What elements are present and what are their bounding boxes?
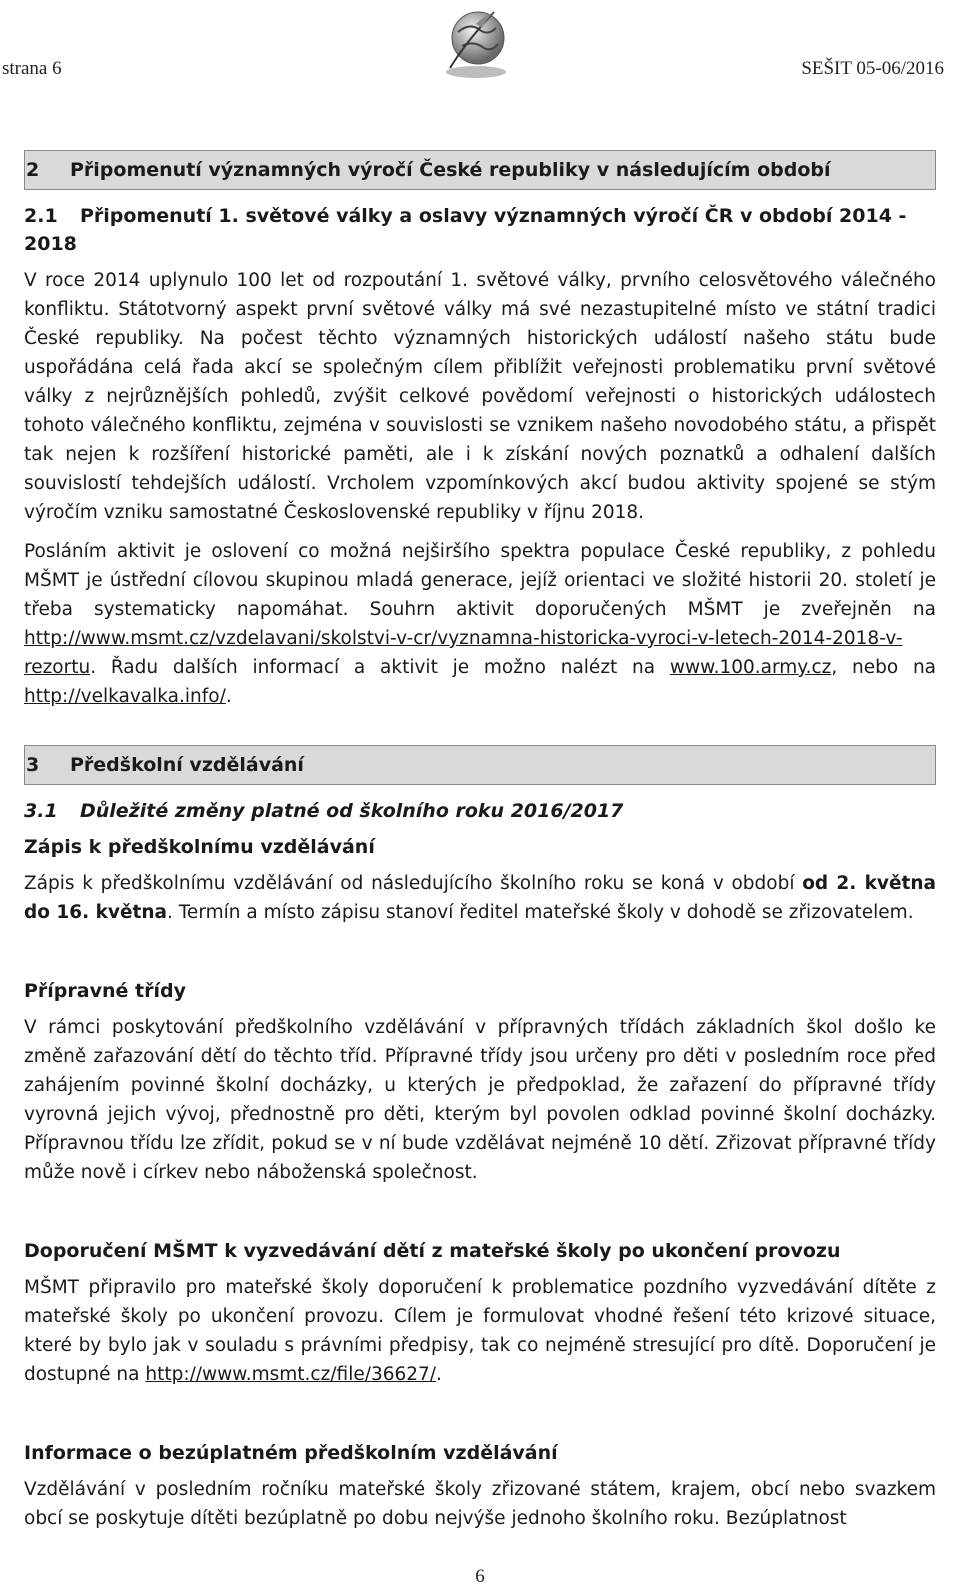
section-3-heading xyxy=(24,745,936,785)
subsection-2-1-heading xyxy=(24,202,936,258)
heading-preparatory-classes: Přípravné třídy xyxy=(24,980,186,1002)
page-number: 6 xyxy=(475,1566,485,1587)
text-run: MŠMT připravilo pro mateřské školy doporučení k problematice pozdního vyzvedávání dítěte z mateřské školy po ukončení provozu. Cílem je formulovat vhodné řešení této krizové situace, které by bylo jak v souladu s právními předpisy, tak co nejméně stresující pro dítě. Doporučení je dostupné na xyxy=(24,1277,936,1385)
header-issue-label: SEŠIT 05-06/2016 xyxy=(801,58,944,79)
paragraph-enrollment xyxy=(24,869,936,927)
subsection-3-1-heading xyxy=(24,797,936,825)
text-run: . Termín a místo zápisu stanoví ředitel mateřské školy v dohodě se zřizovatelem. xyxy=(167,902,914,923)
link-velkavalka[interactable]: http://velkavalka.info/ xyxy=(24,686,226,707)
section-number: 2 xyxy=(26,159,40,181)
section-number: 3 xyxy=(26,754,40,776)
text-run: . xyxy=(225,686,232,707)
text-run: , nebo na xyxy=(831,657,936,678)
document-body xyxy=(24,150,936,1533)
heading-enrollment: Zápis k předškolnímu vzdělávání xyxy=(24,836,375,858)
section-2-heading xyxy=(24,150,936,190)
text-run: Posláním aktivit je oslovení co možná nejširšího spektra populace České republiky, z pohledu MŠMT je ústřední cílovou skupinou mladá generace, jejíž orientaci ve složité historii 20. století je třeba systematicky napomáhat. Souhrn aktivit doporučených MŠMT je zveřejněn na xyxy=(24,541,936,620)
section-title: Předškolní vzdělávání xyxy=(70,754,304,776)
header-page-label: strana 6 xyxy=(2,58,62,79)
link-msmt-file[interactable]: http://www.msmt.cz/file/36627/ xyxy=(145,1364,437,1385)
section-title: Připomenutí významných výročí České republiky v následujícím období xyxy=(70,159,831,181)
paragraph-pickup-recommendation xyxy=(24,1273,936,1389)
subsection-number: 2.1 xyxy=(24,205,58,227)
page-header xyxy=(0,0,960,100)
paragraph-preparatory-classes: V rámci poskytování předškolního vzdělávání v přípravných třídách základních škol došlo ke změně zařazování dětí do těchto tříd. Přípravné třídy jsou určeny pro děti v posledním roce před zahájením povinné školní docházky, u kterých je předpoklad, že zařazení do přípravné třídy vyrovná jejich vývoj, přednostně pro děti, kterým byl povolen odklad povinné školní docházky. Přípravnou třídu lze zřídit, pokud se v ní bude vzdělávat nejméně 10 dětí. Zřizovat přípravné třídy může nově i církev nebo náboženská společnost. xyxy=(24,1017,936,1183)
enrollment-dates: od 2. května do 16. května xyxy=(24,873,936,923)
globe-quill-logo-icon xyxy=(436,2,516,82)
text-run: . xyxy=(436,1364,442,1385)
text-run: Zápis k předškolnímu vzdělávání od následujícího školního roku se koná v období xyxy=(24,873,803,894)
paragraph-ww1: V roce 2014 uplynulo 100 let od rozpoutání 1. světové války, prvního celosvětového válečného konfliktu. Státotvorný aspekt první světové války má své nezastupitelné místo ve státní tradici České republiky. Na počest těchto významných historických událostí našeho státu bude uspořádána celá řada akcí se společným cílem přiblížit veřejnosti problematiku první světové války z nejrůznějších pohledů, zvýšit celkové povědomí veřejnosti o historických událostech tohoto válečného konfliktu, zejména v souvislosti se vznikem našeho novodobého státu, a přispět tak nejen k rozšíření historické paměti, ale i k získání nových poznatků a odhalení dalších souvislostí tehdejších událostí. Vrcholem vzpomínkových akcí budou aktivity spojené se stým výročím vzniku samostatné Československé republiky v říjnu 2018. xyxy=(24,270,936,523)
text-run: . Řadu dalších informací a aktivit je možno nalézt na xyxy=(90,657,670,678)
subsection-title: Připomenutí 1. světové války a oslavy významných výročí ČR v období 2014 - 2018 xyxy=(24,205,907,255)
subsection-number: 3.1 xyxy=(24,800,58,822)
subsection-title: Důležité změny platné od školního roku 2016/2017 xyxy=(80,800,624,822)
link-army[interactable]: www.100.army.cz xyxy=(669,657,832,678)
paragraph-free-education: Vzdělávání v posledním ročníku mateřské školy zřizované státem, krajem, obcí nebo svazkem obcí se poskytuje dítěti bezúplatně po dobu nejvýše jednoho školního roku. Bezúplatnost xyxy=(24,1479,936,1529)
paragraph-mission xyxy=(24,537,936,711)
link-msmt-anniversaries[interactable]: http://www.msmt.cz/vzdelavani/skolstvi-v-cr/vyznamna-historicka-vyroci-v-letech-2014-2018-v-rezortu xyxy=(24,628,903,678)
heading-free-education: Informace o bezúplatném předškolním vzdělávání xyxy=(24,1442,558,1464)
heading-pickup-recommendation: Doporučení MŠMT k vyzvedávání dětí z mateřské školy po ukončení provozu xyxy=(24,1240,841,1262)
